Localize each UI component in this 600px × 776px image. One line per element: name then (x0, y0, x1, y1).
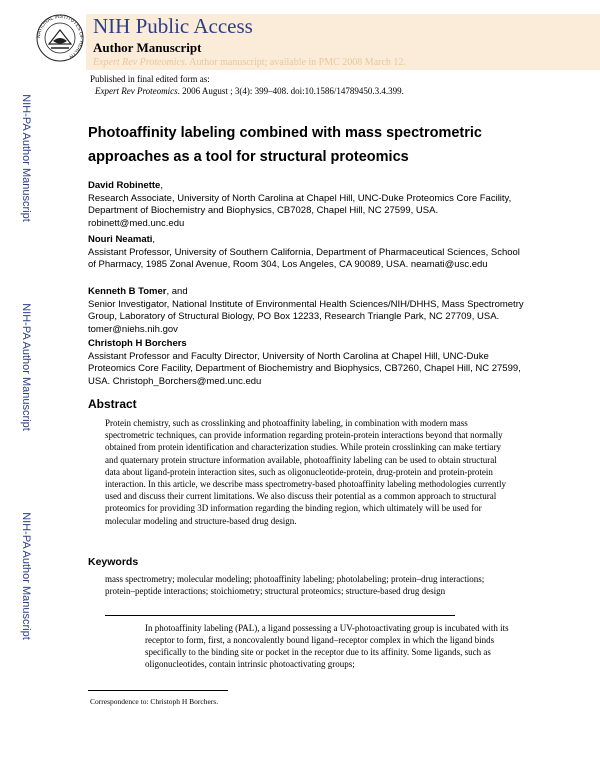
side-watermark-2: NIH-PA Author Manuscript (20, 303, 33, 431)
author-affiliation: Senior Investigator, National Institute of Environmental Health Sciences/NIH/DHHS, Mass Spectrometry Group, Laboratory of Structural Biology, PO Box 12233, Research Triangle Park, NC 27709, USA. tomer@niehs.nih.gov (88, 298, 524, 335)
author-separator: , (160, 180, 163, 191)
published-label: Published in final edited form as: (90, 74, 210, 84)
footnote-divider (88, 690, 228, 691)
author-affiliation: Assistant Professor, University of Southern California, Department of Pharmaceutical Sciences, School of Pharmacy, 1985 Zonal Avenue, Room 304, Los Angeles, CA 90089, USA. neamati@usc.edu (88, 246, 520, 270)
author-name: Kenneth B Tomer (88, 286, 167, 297)
availability-journal: Expert Rev Proteomics. (93, 57, 188, 68)
abstract-text: Protein chemistry, such as crosslinking and photoaffinity labeling, in combination with modern mass spectrometric techniques, can provide information regarding protein-protein interactions beyond that normally obtained from protein identification and characterization studies. While protein crosslinking can make tertiary and quaternary protein structure information available, photoaffinity labeling can be used to obtain structural data about ligand-protein interaction sites, such as oligonucleotide-protein, drug-protein and protein-protein interaction. In this article, we describe mass spectrometry-based photoaffinity labeling methodologies currently used and discuss their current limitations. We also discuss their potential as a common approach to structural proteomics for providing 3D information regarding the binding region, which ultimately will be used for molecular modeling and structure-based drug design. (105, 418, 506, 526)
side-watermark-1: NIH-PA Author Manuscript (20, 94, 33, 222)
author-block (88, 338, 528, 388)
side-watermark-3: NIH-PA Author Manuscript (20, 512, 33, 640)
author-affiliation: Research Associate, University of North Carolina at Chapel Hill, UNC-Duke Proteomics Core Facility, Department of Biochemistry and Biophysics, CB7028, Chapel Hill, NC 27599, USA. robinett@med.unc.edu (88, 192, 512, 229)
article-title: Photoaffinity labeling combined with mass spectrometric approaches as a tool for structural proteomics (88, 125, 482, 165)
author-name: Christoph H Borchers (88, 338, 187, 349)
author-separator: , (152, 234, 156, 245)
availability-note (93, 57, 406, 68)
correspondence-footnote: Correspondence to: Christoph H Borchers. (90, 697, 219, 706)
availability-rest: Author manuscript; available in PMC 2008 March 12. (187, 57, 406, 68)
author-block (88, 286, 528, 336)
author-affiliation: Assistant Professor and Faculty Director, University of North Carolina at Chapel Hill, UNC-Duke Proteomics Core Facility, Department of Biochemistry and Biophysics, CB7260, Chapel Hill, NC 27599, USA. Christoph_Borchers@med.unc.edu (88, 350, 521, 387)
author-name: Nouri Neamati (88, 234, 153, 245)
author-block (88, 234, 528, 272)
keywords-heading: Keywords (88, 556, 139, 568)
publication-citation (95, 86, 404, 96)
nih-public-access-title: NIH Public Access (93, 14, 253, 38)
citation-journal: Expert Rev Proteomics (95, 86, 178, 96)
keywords-text: mass spectrometry; molecular modeling; photoaffinity labeling; photolabeling; protein–drug interactions; protein–peptide interactions; stoichiometry; structural proteomics; structure-based drug design (105, 574, 485, 596)
intro-paragraph: In photoaffinity labeling (PAL), a ligand possessing a UV-photoactivating group is incubated with its receptor to form, first, a noncovalently bound ligand–receptor complex in which the ligand binds specifically to the binding site or pocket in the receptor due to its affinity. Some ligands, such as oligonucleotides, contain intrinsic photoactivating groups; (145, 623, 509, 669)
citation-details: . 2006 August ; 3(4): 399–408. doi:10.1586/14789450.3.4.399. (177, 86, 404, 96)
section-divider (105, 615, 455, 616)
logo-ring-text: NATIONAL INSTITUTES OF HEALTH (35, 13, 85, 60)
author-separator: , and (166, 286, 188, 297)
author-block (88, 180, 528, 230)
abstract-heading: Abstract (88, 397, 137, 411)
nih-logo (35, 8, 85, 68)
author-manuscript-label: Author Manuscript (93, 40, 202, 55)
author-name: David Robinette (88, 180, 161, 191)
